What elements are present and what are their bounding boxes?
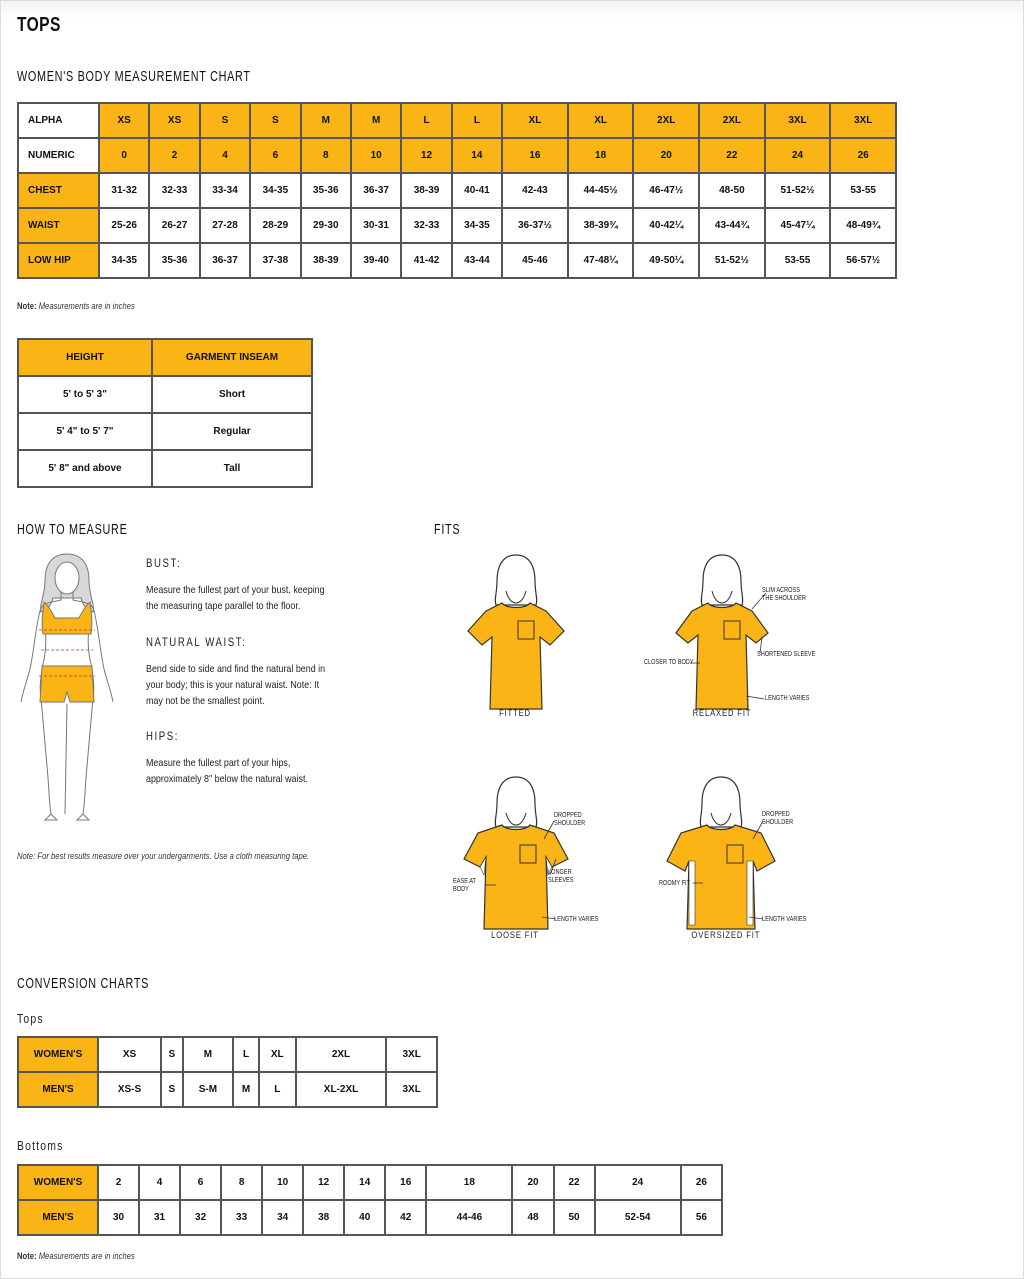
table-cell: 53-55 [830, 173, 896, 208]
table-cell: L [452, 103, 502, 138]
table-cell: 53-55 [765, 243, 831, 278]
hips-text: Measure the fullest part of your hips, approximately 8" below the natural waist. [146, 757, 308, 785]
loose-tee-icon [462, 775, 572, 935]
table-cell: 33 [221, 1200, 262, 1235]
table-cell: M [233, 1072, 259, 1107]
table-cell: 2XL [296, 1037, 387, 1072]
inseam-height-cell: 5' to 5' 3" [18, 376, 152, 413]
table-cell: 51-52½ [699, 243, 765, 278]
loose-caption: LOOSE FIT [491, 930, 539, 940]
inseam-table [17, 338, 313, 488]
table-cell: XS [99, 103, 149, 138]
table-cell: 34-35 [452, 208, 502, 243]
table-cell: 35-36 [301, 173, 351, 208]
table-cell: 37-38 [250, 243, 300, 278]
table-cell: 43-44 [452, 243, 502, 278]
table-cell: XS-S [98, 1072, 161, 1107]
relaxed-tee-icon [670, 553, 774, 713]
table-cell: 2 [98, 1165, 139, 1200]
womens-chart-title: WOMEN'S BODY MEASUREMENT CHART [17, 68, 251, 85]
table-cell: 0 [99, 138, 149, 173]
table-cell: 31 [139, 1200, 180, 1235]
table-cell: L [233, 1037, 259, 1072]
table-cell: 33-34 [200, 173, 250, 208]
table-row [18, 1200, 722, 1235]
row-header-cell: CHEST [18, 173, 99, 208]
table-cell: 45-46 [502, 243, 568, 278]
table-cell: 56-57½ [830, 243, 896, 278]
table-cell: 52-54 [595, 1200, 681, 1235]
table-cell: 3XL [830, 103, 896, 138]
table-cell: 38 [303, 1200, 344, 1235]
table-row [18, 103, 896, 138]
table-row [18, 208, 896, 243]
table-cell: XL [568, 103, 634, 138]
row-header-cell: WAIST [18, 208, 99, 243]
body-figure-icon [15, 552, 119, 822]
bust-text: Measure the fullest part of your bust, keeping the measuring tape parallel to the floor. [146, 584, 325, 612]
table-cell: 39-40 [351, 243, 401, 278]
inseam-value-cell: Regular [152, 413, 312, 450]
table-cell: 27-28 [200, 208, 250, 243]
table-cell: 48-50 [699, 173, 765, 208]
inseam-height-cell: 5' 4" to 5' 7" [18, 413, 152, 450]
table-cell: 2XL [633, 103, 699, 138]
table-cell: 2XL [699, 103, 765, 138]
table-cell: 8 [301, 138, 351, 173]
inseam-value-cell: Short [152, 376, 312, 413]
table-cell: 4 [200, 138, 250, 173]
relaxed-callout-shortened-sleeve: SHORTENED SLEEVE [757, 651, 816, 658]
table-cell: 10 [262, 1165, 303, 1200]
table-cell: 28-29 [250, 208, 300, 243]
conversion-note: Note: Measurements are in inches [17, 1251, 135, 1261]
table-cell: XL [502, 103, 568, 138]
conversion-title: CONVERSION CHARTS [17, 975, 150, 992]
table-cell: 34-35 [250, 173, 300, 208]
table-cell: 49-50¼ [633, 243, 699, 278]
table-cell: 2 [149, 138, 199, 173]
relaxed-callout-closer-to-body: CLOSER TO BODY [644, 659, 694, 666]
inseam-height-cell: 5' 8" and above [18, 450, 152, 487]
table-cell: 20 [512, 1165, 553, 1200]
table-cell: 45-47¼ [765, 208, 831, 243]
table-cell: 12 [401, 138, 451, 173]
table-cell: 48 [512, 1200, 553, 1235]
table-cell: 8 [221, 1165, 262, 1200]
how-to-measure-title: HOW TO MEASURE [17, 521, 128, 538]
table-cell: 20 [633, 138, 699, 173]
fitted-caption: FITTED [499, 708, 531, 718]
table-cell: 30 [98, 1200, 139, 1235]
bust-label: BUST: [146, 556, 182, 570]
oversized-callout-dropped-shoulder: DROPPED SHOULDER [762, 811, 794, 826]
table-cell: 50 [554, 1200, 595, 1235]
how-to-measure-note: Note: For best results measure over your undergarments. Use a cloth measuring tape. [17, 851, 310, 861]
table-cell: 40-42¼ [633, 208, 699, 243]
table-cell: 43-44¾ [699, 208, 765, 243]
table-cell: 38-39 [401, 173, 451, 208]
table-row [18, 1165, 722, 1200]
table-cell: 46-47½ [633, 173, 699, 208]
natural-waist-label: NATURAL WAIST: [146, 635, 247, 649]
relaxed-callout-length-varies: LENGTH VARIES [765, 695, 810, 702]
table-cell: XL-2XL [296, 1072, 387, 1107]
table-cell: 14 [344, 1165, 385, 1200]
table-cell: 40 [344, 1200, 385, 1235]
table-cell: 26 [681, 1165, 722, 1200]
table-cell: XS [149, 103, 199, 138]
table-row [18, 1037, 437, 1072]
table-cell: M [183, 1037, 234, 1072]
table-cell: 22 [699, 138, 765, 173]
bottoms-conversion-table [17, 1164, 723, 1236]
table-cell: 34 [262, 1200, 303, 1235]
fits-title: FITS [434, 521, 461, 538]
hips-label: HIPS: [146, 729, 180, 743]
oversized-tee-icon [665, 775, 779, 935]
womens-measurement-table [17, 102, 897, 279]
table-cell: 3XL [765, 103, 831, 138]
table-cell: S [161, 1072, 183, 1107]
table-cell: S-M [183, 1072, 234, 1107]
table-cell: 24 [765, 138, 831, 173]
table-cell: S [161, 1037, 183, 1072]
table-cell: 41-42 [401, 243, 451, 278]
relaxed-callout-slim-shoulder: SLIM ACROSS THE SHOULDER [762, 587, 806, 602]
table-cell: 6 [250, 138, 300, 173]
table-cell: 32-33 [401, 208, 451, 243]
table-cell: 44-46 [426, 1200, 512, 1235]
table-cell: S [200, 103, 250, 138]
table-cell: 24 [595, 1165, 681, 1200]
table-row [18, 173, 896, 208]
fitted-tee-icon [464, 553, 568, 713]
inseam-header-garment: GARMENT INSEAM [152, 339, 312, 376]
table-cell: 44-45½ [568, 173, 634, 208]
table-cell: 18 [568, 138, 634, 173]
table-cell: 38-39 [301, 243, 351, 278]
oversized-callout-length-varies: LENGTH VARIES [762, 916, 807, 923]
row-header-cell: NUMERIC [18, 138, 99, 173]
table-cell: 42-43 [502, 173, 568, 208]
tops-conversion-table [17, 1036, 438, 1108]
table-row [18, 1072, 437, 1107]
row-header-cell: WOMEN'S [18, 1165, 98, 1200]
table-cell: 40-41 [452, 173, 502, 208]
row-header-cell: MEN'S [18, 1072, 98, 1107]
row-header-cell: ALPHA [18, 103, 99, 138]
table-cell: 47-48¼ [568, 243, 634, 278]
table-cell: 10 [351, 138, 401, 173]
table-cell: 29-30 [301, 208, 351, 243]
natural-waist-text: Bend side to side and find the natural bend in your body; this is your natural waist. Note: It may not be the smallest point. [146, 663, 326, 707]
conversion-tops-label: Tops [17, 1011, 44, 1026]
inseam-value-cell: Tall [152, 450, 312, 487]
table-cell: 16 [385, 1165, 426, 1200]
loose-callout-length-varies: LENGTH VARIES [554, 916, 599, 923]
inseam-header-height: HEIGHT [18, 339, 152, 376]
table-cell: 48-49¾ [830, 208, 896, 243]
table-cell: 26-27 [149, 208, 199, 243]
table-cell: 6 [180, 1165, 221, 1200]
table-cell: L [259, 1072, 296, 1107]
table-cell: 25-26 [99, 208, 149, 243]
table-cell: 51-52½ [765, 173, 831, 208]
table-cell: XS [98, 1037, 161, 1072]
table-cell: 34-35 [99, 243, 149, 278]
table-cell: L [401, 103, 451, 138]
relaxed-caption: RELAXED FIT [692, 708, 752, 718]
table-row [18, 243, 896, 278]
conversion-bottoms-label: Bottoms [17, 1138, 64, 1153]
table-cell: 32 [180, 1200, 221, 1235]
table-cell: 36-37½ [502, 208, 568, 243]
loose-callout-longer-sleeves: LONGER SLEEVES [548, 869, 574, 884]
table-cell: 32-33 [149, 173, 199, 208]
table-cell: 12 [303, 1165, 344, 1200]
table-cell: S [250, 103, 300, 138]
table-row [18, 138, 896, 173]
table-cell: 16 [502, 138, 568, 173]
table-cell: 35-36 [149, 243, 199, 278]
table-cell: M [301, 103, 351, 138]
loose-callout-dropped-shoulder: DROPPED SHOULDER [554, 812, 586, 827]
row-header-cell: WOMEN'S [18, 1037, 98, 1072]
row-header-cell: LOW HIP [18, 243, 99, 278]
row-header-cell: MEN'S [18, 1200, 98, 1235]
table-cell: 26 [830, 138, 896, 173]
table-cell: 4 [139, 1165, 180, 1200]
loose-callout-ease-at-body: EASE AT BODY [453, 878, 476, 893]
womens-chart-note: Note: Measurements are in inches [17, 301, 135, 311]
oversized-callout-roomy-fit: ROOMY FIT [659, 880, 691, 887]
table-cell: M [351, 103, 401, 138]
table-cell: 36-37 [200, 243, 250, 278]
table-cell: 30-31 [351, 208, 401, 243]
table-cell: 36-37 [351, 173, 401, 208]
table-cell: 14 [452, 138, 502, 173]
table-cell: 3XL [386, 1037, 437, 1072]
oversized-caption: OVERSIZED FIT [691, 930, 761, 940]
table-cell: 31-32 [99, 173, 149, 208]
table-cell: XL [259, 1037, 296, 1072]
table-cell: 56 [681, 1200, 722, 1235]
table-cell: 38-39¾ [568, 208, 634, 243]
table-cell: 42 [385, 1200, 426, 1235]
page-title: TOPS [17, 14, 61, 36]
table-cell: 18 [426, 1165, 512, 1200]
table-cell: 22 [554, 1165, 595, 1200]
table-cell: 3XL [386, 1072, 437, 1107]
